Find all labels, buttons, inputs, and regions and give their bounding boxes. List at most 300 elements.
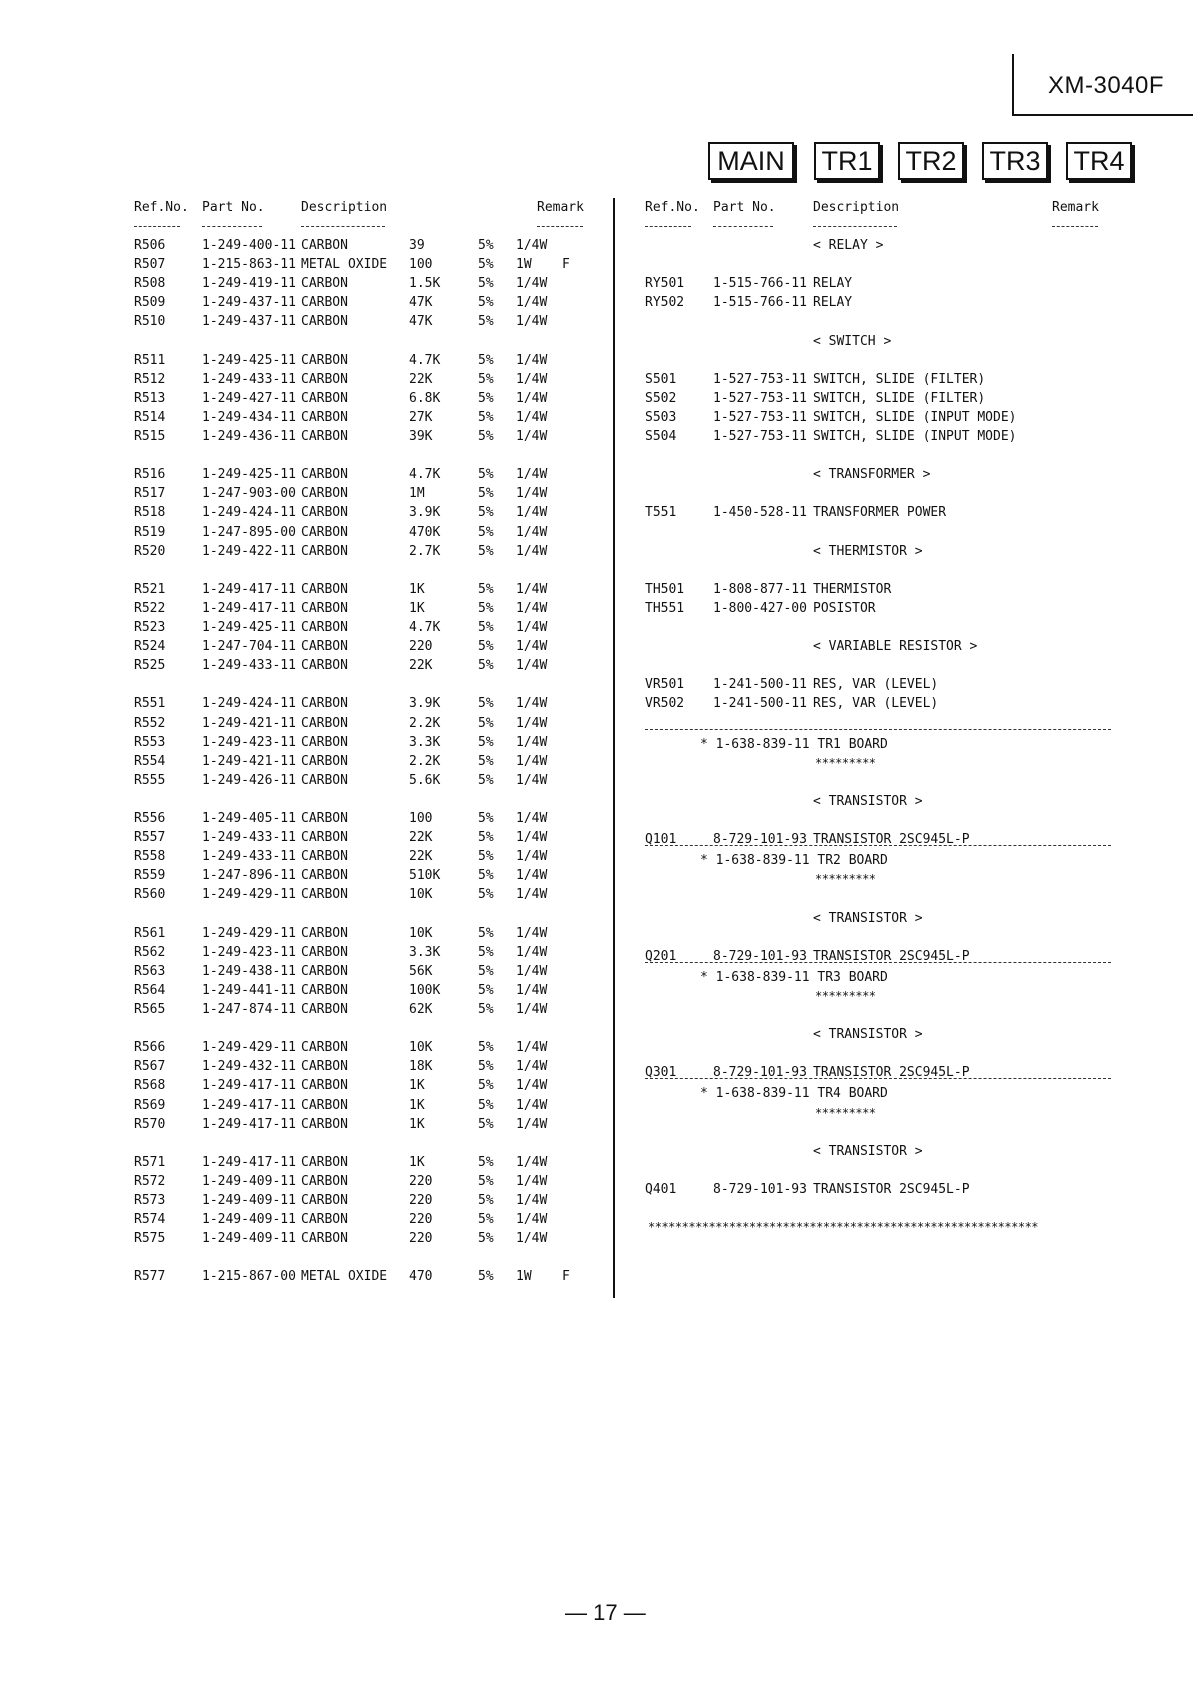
wattage: 1/4W bbox=[516, 276, 548, 292]
tolerance: 5% bbox=[478, 658, 494, 674]
ref-no: R577 bbox=[134, 1269, 166, 1285]
part-no: 1-249-437-11 bbox=[202, 295, 296, 311]
table-row bbox=[0, 830, 1180, 849]
wattage: 1/4W bbox=[516, 696, 548, 712]
value: 1K bbox=[409, 1097, 425, 1113]
table-row bbox=[0, 1229, 600, 1248]
part-no: 1-249-429-11 bbox=[202, 925, 296, 941]
tolerance: 5% bbox=[478, 982, 494, 998]
part-no: 1-249-409-11 bbox=[202, 1231, 296, 1247]
description: CARBON bbox=[301, 620, 348, 635]
ref-no: R507 bbox=[134, 257, 166, 273]
part-no: 1-249-429-11 bbox=[202, 1040, 296, 1056]
wattage: 1/4W bbox=[516, 715, 548, 731]
description: CARBON bbox=[301, 486, 348, 502]
ref-no: Q301 bbox=[645, 1065, 677, 1081]
ref-no: R511 bbox=[134, 352, 166, 368]
description: TRANSISTOR 2SC945L-P bbox=[813, 1065, 970, 1081]
description: TRANSFORMER POWER bbox=[813, 505, 947, 521]
value: 10K bbox=[409, 925, 433, 941]
wattage: 1/4W bbox=[516, 925, 548, 941]
wattage: 1W bbox=[516, 1269, 532, 1285]
part-no: 1-249-409-11 bbox=[202, 1212, 296, 1228]
value: 1M bbox=[409, 486, 425, 502]
table-row bbox=[0, 293, 1180, 312]
description: CARBON bbox=[301, 581, 348, 597]
ref-no: R515 bbox=[134, 429, 166, 444]
ref-no: R565 bbox=[134, 1002, 166, 1017]
table-row bbox=[0, 656, 600, 675]
part-no: 1-249-425-11 bbox=[202, 352, 296, 368]
part-no: 1-249-417-11 bbox=[202, 1154, 296, 1170]
description: CARBON bbox=[301, 314, 348, 330]
value: 47K bbox=[409, 314, 433, 330]
ref-no: R574 bbox=[134, 1212, 166, 1228]
table-row bbox=[0, 599, 1180, 618]
tolerance: 5% bbox=[478, 257, 494, 273]
description: RELAY bbox=[813, 295, 853, 311]
tolerance: 5% bbox=[478, 467, 494, 483]
tolerance: 5% bbox=[478, 963, 494, 979]
model-number: XM-3040F bbox=[1048, 72, 1165, 99]
part-no: 1-247-896-11 bbox=[202, 868, 296, 884]
ref-no: R520 bbox=[134, 543, 166, 559]
description: CARBON bbox=[301, 1040, 348, 1056]
description: SWITCH, SLIDE (INPUT MODE) bbox=[813, 409, 1017, 425]
description: CARBON bbox=[301, 1116, 348, 1132]
table-row bbox=[0, 714, 600, 733]
value: 220 bbox=[409, 639, 433, 655]
part-no: 1-249-436-11 bbox=[202, 429, 296, 444]
part-no: 1-249-421-11 bbox=[202, 715, 296, 731]
tolerance: 5% bbox=[478, 620, 494, 635]
description: CARBON bbox=[301, 944, 348, 960]
ref-no: R563 bbox=[134, 963, 166, 979]
section-heading: < RELAY > bbox=[813, 238, 884, 253]
description: CARBON bbox=[301, 1059, 348, 1075]
ref-no: VR501 bbox=[645, 677, 685, 693]
table-row bbox=[0, 947, 1180, 966]
description: CARBON bbox=[301, 849, 348, 865]
wattage: 1/4W bbox=[516, 734, 548, 750]
tolerance: 5% bbox=[478, 1269, 494, 1285]
tolerance: 5% bbox=[478, 581, 494, 597]
description: CARBON bbox=[301, 830, 348, 846]
table-row bbox=[0, 866, 600, 885]
tolerance: 5% bbox=[478, 925, 494, 941]
value: 4.7K bbox=[409, 467, 441, 483]
left-header-ref: Ref.No. bbox=[134, 200, 189, 215]
value: 220 bbox=[409, 1212, 433, 1228]
value: 220 bbox=[409, 1193, 433, 1208]
wattage: 1/4W bbox=[516, 467, 548, 483]
ref-no: R562 bbox=[134, 944, 166, 960]
tolerance: 5% bbox=[478, 390, 494, 406]
description: CARBON bbox=[301, 811, 348, 826]
section-heading: < TRANSFORMER > bbox=[813, 467, 931, 483]
part-no: 1-249-421-11 bbox=[202, 753, 296, 769]
ref-no: R554 bbox=[134, 753, 166, 769]
tolerance: 5% bbox=[478, 868, 494, 884]
tolerance: 5% bbox=[478, 1231, 494, 1247]
ref-no: TH501 bbox=[645, 581, 685, 597]
part-no: 1-249-425-11 bbox=[202, 620, 296, 635]
part-no: 8-729-101-93 bbox=[713, 1181, 807, 1197]
tolerance: 5% bbox=[478, 830, 494, 846]
table-row bbox=[0, 484, 600, 503]
ref-no: R512 bbox=[134, 371, 166, 387]
table-row bbox=[0, 503, 1180, 522]
ref-no: R523 bbox=[134, 620, 166, 635]
description: CARBON bbox=[301, 543, 348, 559]
table-row bbox=[0, 1210, 600, 1229]
tolerance: 5% bbox=[478, 696, 494, 712]
section-heading: < TRANSISTOR > bbox=[813, 910, 923, 926]
wattage: 1/4W bbox=[516, 295, 548, 311]
right-header-rule bbox=[813, 226, 897, 227]
description: POSISTOR bbox=[813, 600, 876, 616]
part-no: 8-729-101-93 bbox=[713, 832, 807, 848]
value: 2.2K bbox=[409, 715, 441, 731]
part-no: 1-249-400-11 bbox=[202, 238, 296, 253]
right-header-ref: Ref.No. bbox=[645, 200, 700, 215]
description: CARBON bbox=[301, 639, 348, 655]
value: 22K bbox=[409, 658, 433, 674]
part-no: 1-249-433-11 bbox=[202, 849, 296, 865]
description: CARBON bbox=[301, 467, 348, 483]
left-header-rule bbox=[134, 226, 180, 227]
value: 1K bbox=[409, 1154, 425, 1170]
description: TRANSISTOR 2SC945L-P bbox=[813, 1181, 970, 1197]
ref-no: R566 bbox=[134, 1040, 166, 1056]
wattage: 1/4W bbox=[516, 811, 548, 826]
value: 100 bbox=[409, 811, 433, 826]
description: METAL OXIDE bbox=[301, 257, 388, 273]
value: 27K bbox=[409, 409, 433, 425]
value: 39 bbox=[409, 238, 425, 253]
description: SWITCH, SLIDE (FILTER) bbox=[813, 390, 986, 406]
description: TRANSISTOR 2SC945L-P bbox=[813, 832, 970, 848]
description: CARBON bbox=[301, 1193, 348, 1208]
wattage: 1/4W bbox=[516, 505, 548, 521]
ref-no: R516 bbox=[134, 467, 166, 483]
part-no: 1-249-424-11 bbox=[202, 505, 296, 521]
description: RES, VAR (LEVEL) bbox=[813, 696, 939, 712]
description: CARBON bbox=[301, 429, 348, 444]
tolerance: 5% bbox=[478, 429, 494, 444]
table-row bbox=[0, 637, 600, 656]
table-row bbox=[0, 694, 1180, 713]
value: 4.7K bbox=[409, 620, 441, 635]
value: 22K bbox=[409, 849, 433, 865]
table-row bbox=[0, 675, 1180, 694]
description: CARBON bbox=[301, 658, 348, 674]
tolerance: 5% bbox=[478, 1002, 494, 1017]
part-no: 1-249-417-11 bbox=[202, 1116, 296, 1132]
part-no: 1-450-528-11 bbox=[713, 505, 807, 521]
ref-no: RY502 bbox=[645, 295, 685, 311]
wattage: 1/4W bbox=[516, 429, 548, 444]
ref-no: R519 bbox=[134, 524, 166, 540]
tolerance: 5% bbox=[478, 1212, 494, 1228]
part-no: 1-249-433-11 bbox=[202, 658, 296, 674]
part-no: 1-249-424-11 bbox=[202, 696, 296, 712]
left-header-remark: Remark bbox=[537, 200, 584, 215]
wattage: 1/4W bbox=[516, 371, 548, 387]
page-number: — 17 — bbox=[565, 1600, 646, 1625]
end-marker: ********************************************************** bbox=[648, 1220, 1039, 1235]
tolerance: 5% bbox=[478, 1059, 494, 1075]
tolerance: 5% bbox=[478, 543, 494, 559]
wattage: 1/4W bbox=[516, 238, 548, 253]
value: 470 bbox=[409, 1269, 433, 1285]
value: 6.8K bbox=[409, 390, 441, 406]
part-no: 1-247-903-00 bbox=[202, 486, 296, 502]
ref-no: R551 bbox=[134, 696, 166, 712]
board-separator bbox=[645, 1078, 1111, 1079]
part-no: 1-249-417-11 bbox=[202, 1078, 296, 1094]
board-heading: * 1-638-839-11 TR2 BOARD bbox=[700, 853, 888, 869]
ref-no: R558 bbox=[134, 849, 166, 865]
section-heading: < THERMISTOR > bbox=[813, 543, 923, 559]
wattage: 1/4W bbox=[516, 1212, 548, 1228]
ref-no: R560 bbox=[134, 887, 166, 903]
part-no: 1-247-874-11 bbox=[202, 1002, 296, 1017]
remark: F bbox=[562, 1269, 570, 1285]
part-no: 1-515-766-11 bbox=[713, 295, 807, 311]
description: THERMISTOR bbox=[813, 581, 892, 597]
value: 3.3K bbox=[409, 734, 441, 750]
wattage: 1/4W bbox=[516, 658, 548, 674]
part-no: 1-249-422-11 bbox=[202, 543, 296, 559]
ref-no: R522 bbox=[134, 600, 166, 616]
wattage: 1/4W bbox=[516, 600, 548, 616]
value: 2.2K bbox=[409, 753, 441, 769]
tolerance: 5% bbox=[478, 772, 494, 788]
description: CARBON bbox=[301, 1212, 348, 1228]
value: 22K bbox=[409, 830, 433, 846]
section-heading: < TRANSISTOR > bbox=[813, 1027, 923, 1043]
wattage: 1/4W bbox=[516, 409, 548, 425]
part-no: 1-215-863-11 bbox=[202, 257, 296, 273]
wattage: 1/4W bbox=[516, 1193, 548, 1208]
table-row bbox=[0, 370, 1180, 389]
table-row bbox=[0, 1096, 600, 1115]
left-header-rule bbox=[537, 226, 583, 227]
ref-no: R575 bbox=[134, 1231, 166, 1247]
board-separator bbox=[645, 845, 1111, 846]
value: 22K bbox=[409, 371, 433, 387]
value: 220 bbox=[409, 1231, 433, 1247]
table-row bbox=[0, 351, 600, 370]
ref-no: Q201 bbox=[645, 948, 677, 964]
wattage: 1/4W bbox=[516, 982, 548, 998]
part-no: 1-215-867-00 bbox=[202, 1269, 296, 1285]
table-row bbox=[0, 1180, 1180, 1199]
board-tr3: TR3 bbox=[982, 142, 1048, 180]
ref-no: R525 bbox=[134, 658, 166, 674]
ref-no: S503 bbox=[645, 409, 677, 425]
board-underline: ********* bbox=[815, 755, 876, 770]
ref-no: R509 bbox=[134, 295, 166, 311]
ref-no: R564 bbox=[134, 982, 166, 998]
board-separator bbox=[645, 962, 1111, 963]
table-row bbox=[0, 752, 600, 771]
tolerance: 5% bbox=[478, 811, 494, 826]
value: 2.7K bbox=[409, 543, 441, 559]
ref-no: R571 bbox=[134, 1154, 166, 1170]
value: 1K bbox=[409, 1116, 425, 1132]
ref-no: R514 bbox=[134, 409, 166, 425]
right-header-remark: Remark bbox=[1052, 200, 1099, 215]
part-no: 1-800-427-00 bbox=[713, 600, 807, 616]
table-row bbox=[0, 465, 600, 484]
description: CARBON bbox=[301, 600, 348, 616]
part-no: 1-249-432-11 bbox=[202, 1059, 296, 1075]
tolerance: 5% bbox=[478, 276, 494, 292]
description: CARBON bbox=[301, 1002, 348, 1017]
part-no: 1-241-500-11 bbox=[713, 677, 807, 693]
part-no: 8-729-101-93 bbox=[713, 948, 807, 964]
ref-no: R510 bbox=[134, 314, 166, 330]
part-no: 1-247-704-11 bbox=[202, 639, 296, 655]
part-no: 1-249-438-11 bbox=[202, 963, 296, 979]
ref-no: R568 bbox=[134, 1078, 166, 1094]
wattage: 1/4W bbox=[516, 1173, 548, 1189]
wattage: 1/4W bbox=[516, 486, 548, 502]
board-underline: ********* bbox=[815, 1105, 876, 1120]
description: CARBON bbox=[301, 753, 348, 769]
tolerance: 5% bbox=[478, 1154, 494, 1170]
tolerance: 5% bbox=[478, 505, 494, 521]
left-header-rule bbox=[202, 226, 262, 227]
part-no: 1-249-417-11 bbox=[202, 1097, 296, 1113]
ref-no: R552 bbox=[134, 715, 166, 731]
ref-no: R559 bbox=[134, 868, 166, 884]
tolerance: 5% bbox=[478, 639, 494, 655]
board-heading: * 1-638-839-11 TR3 BOARD bbox=[700, 969, 888, 985]
ref-no: R567 bbox=[134, 1059, 166, 1075]
table-row bbox=[0, 771, 600, 790]
value: 3.3K bbox=[409, 944, 441, 960]
description: CARBON bbox=[301, 1154, 348, 1170]
ref-no: R570 bbox=[134, 1116, 166, 1132]
description: CARBON bbox=[301, 772, 348, 788]
ref-no: VR502 bbox=[645, 696, 685, 712]
table-row bbox=[0, 1115, 600, 1134]
part-no: 1-527-753-11 bbox=[713, 390, 807, 406]
description: CARBON bbox=[301, 409, 348, 425]
ref-no: R569 bbox=[134, 1097, 166, 1113]
tolerance: 5% bbox=[478, 849, 494, 865]
wattage: 1/4W bbox=[516, 1154, 548, 1170]
board-main: MAIN bbox=[708, 142, 794, 180]
table-row bbox=[0, 885, 600, 904]
value: 10K bbox=[409, 1040, 433, 1056]
ref-no: S502 bbox=[645, 390, 677, 406]
part-no: 1-515-766-11 bbox=[713, 276, 807, 292]
right-header-part: Part No. bbox=[713, 200, 776, 215]
board-tr1: TR1 bbox=[814, 142, 880, 180]
description: CARBON bbox=[301, 696, 348, 712]
ref-no: R506 bbox=[134, 238, 166, 253]
wattage: 1/4W bbox=[516, 639, 548, 655]
table-row bbox=[0, 389, 1180, 408]
description: CARBON bbox=[301, 524, 348, 540]
board-separator bbox=[645, 729, 1111, 730]
wattage: 1/4W bbox=[516, 753, 548, 769]
part-no: 1-249-427-11 bbox=[202, 390, 296, 406]
wattage: 1/4W bbox=[516, 352, 548, 368]
description: CARBON bbox=[301, 352, 348, 368]
part-no: 1-249-434-11 bbox=[202, 409, 296, 425]
part-no: 1-249-433-11 bbox=[202, 371, 296, 387]
description: CARBON bbox=[301, 1078, 348, 1094]
table-row bbox=[0, 236, 600, 255]
ref-no: R573 bbox=[134, 1193, 166, 1208]
description: RES, VAR (LEVEL) bbox=[813, 677, 939, 693]
description: CARBON bbox=[301, 963, 348, 979]
description: CARBON bbox=[301, 505, 348, 521]
wattage: 1/4W bbox=[516, 887, 548, 903]
wattage: 1/4W bbox=[516, 314, 548, 330]
description: TRANSISTOR 2SC945L-P bbox=[813, 948, 970, 964]
tolerance: 5% bbox=[478, 409, 494, 425]
ref-no: R513 bbox=[134, 390, 166, 406]
table-row bbox=[0, 1000, 600, 1019]
description: CARBON bbox=[301, 887, 348, 903]
tolerance: 5% bbox=[478, 352, 494, 368]
description: CARBON bbox=[301, 868, 348, 884]
wattage: 1W bbox=[516, 257, 532, 273]
table-row bbox=[0, 924, 600, 943]
value: 1K bbox=[409, 1078, 425, 1094]
description: CARBON bbox=[301, 276, 348, 292]
ref-no: S501 bbox=[645, 371, 677, 387]
board-heading: * 1-638-839-11 TR1 BOARD bbox=[700, 736, 888, 752]
tolerance: 5% bbox=[478, 238, 494, 253]
tolerance: 5% bbox=[478, 1097, 494, 1113]
table-row bbox=[0, 427, 1180, 446]
part-no: 1-249-417-11 bbox=[202, 600, 296, 616]
description: CARBON bbox=[301, 1097, 348, 1113]
wattage: 1/4W bbox=[516, 1078, 548, 1094]
value: 56K bbox=[409, 963, 433, 979]
tolerance: 5% bbox=[478, 715, 494, 731]
wattage: 1/4W bbox=[516, 830, 548, 846]
description: CARBON bbox=[301, 390, 348, 406]
value: 62K bbox=[409, 1002, 433, 1017]
ref-no: R517 bbox=[134, 486, 166, 502]
tolerance: 5% bbox=[478, 1040, 494, 1056]
table-row bbox=[0, 408, 1180, 427]
wattage: 1/4W bbox=[516, 524, 548, 540]
left-header-rule bbox=[301, 226, 385, 227]
table-row bbox=[0, 312, 600, 331]
wattage: 1/4W bbox=[516, 1040, 548, 1056]
table-row bbox=[0, 1063, 1180, 1082]
description: CARBON bbox=[301, 925, 348, 941]
description: CARBON bbox=[301, 1231, 348, 1247]
tolerance: 5% bbox=[478, 600, 494, 616]
part-no: 1-249-423-11 bbox=[202, 734, 296, 750]
tolerance: 5% bbox=[478, 1078, 494, 1094]
part-no: 1-249-423-11 bbox=[202, 944, 296, 960]
description: CARBON bbox=[301, 715, 348, 731]
part-no: 1-808-877-11 bbox=[713, 581, 807, 597]
wattage: 1/4W bbox=[516, 849, 548, 865]
table-row bbox=[0, 542, 600, 561]
